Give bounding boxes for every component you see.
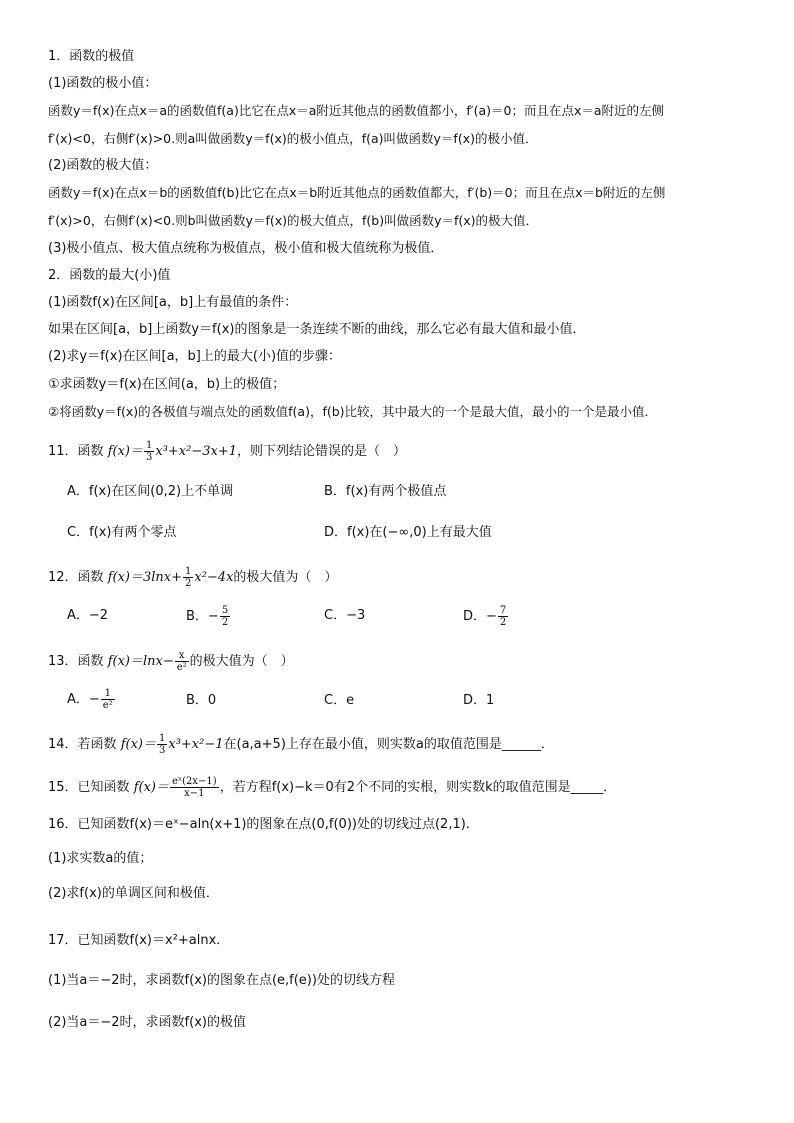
q13-a-num: 1 bbox=[101, 688, 115, 700]
maximum-definition-line-2: f′(x)>0，右侧f′(x)<0.则b叫做函数y＝f(x)的极大值点，f(b)叫做函数y＝f(x)的极大值． bbox=[48, 213, 539, 228]
q13-option-a-fraction bbox=[101, 688, 115, 711]
q13-option-d: D．1 bbox=[463, 693, 495, 708]
q14-number: 14．若函数 bbox=[48, 737, 117, 752]
q14-function-lhs: f(x)＝ bbox=[120, 737, 156, 752]
q12-option-b-prefix: B．− bbox=[186, 609, 219, 624]
question-16-part-2: (2)求f(x)的单调区间和极值． bbox=[48, 886, 219, 901]
q15-frac-num: eˣ(2x−1) bbox=[171, 776, 217, 787]
q11-option-d: D．f(x)在(−∞,0)上有最大值 bbox=[324, 525, 492, 540]
q12-option-d-fraction bbox=[498, 605, 508, 628]
max-min-step-1: ①求函数y＝f(x)在区间(a，b)上的极值； bbox=[48, 377, 286, 392]
question-15-stem bbox=[48, 776, 748, 799]
minimum-definition-line-2: f′(x)<0，右侧f′(x)>0.则a叫做函数y＝f(x)的极小值点，f(a)叫做函数y＝f(x)的极小值． bbox=[48, 131, 538, 146]
q12-frac-num: 1 bbox=[185, 566, 192, 577]
q11-option-b: B．f(x)有两个极值点 bbox=[324, 484, 447, 499]
q12-number: 12．函数 bbox=[48, 570, 104, 585]
q15-frac-den: x−1 bbox=[184, 788, 205, 799]
q13-fraction bbox=[175, 650, 189, 673]
q14-function-rhs: x³+x²−1 bbox=[168, 737, 224, 752]
extremum-summary: (3)极小值点、极大值点统称为极值点，极小值和极大值统称为极值． bbox=[48, 241, 444, 256]
q14-prompt: 在(a,a+5)上存在最小值，则实数a的取值范围是______． bbox=[223, 737, 554, 752]
q13-number: 13．函数 bbox=[48, 654, 104, 669]
q13-option-c: C．e bbox=[324, 693, 355, 708]
max-min-steps-title: (2)求y＝f(x)在区间[a，b]上的最大(小)值的步骤： bbox=[48, 349, 342, 364]
q13-function-lhs: f(x)＝lnx− bbox=[107, 654, 174, 669]
section-2-title: 2．函数的最大(小)值 bbox=[48, 268, 171, 283]
q11-number: 11．函数 bbox=[48, 444, 104, 459]
question-13-stem bbox=[48, 650, 748, 673]
q12-option-d-prefix: D．− bbox=[463, 609, 497, 624]
q13-prompt: 的极大值为（ ） bbox=[189, 654, 294, 669]
q11-option-a: A．f(x)在区间(0,2)上不单调 bbox=[67, 484, 234, 499]
question-14-stem bbox=[48, 733, 748, 756]
question-11-stem bbox=[48, 440, 748, 463]
max-min-step-2: ②将函数y＝f(x)的各极值与端点处的函数值f(a)，f(b)比较，其中最大的一个是最大值，最小的一个是最小值． bbox=[48, 404, 658, 419]
q14-frac-den: 3 bbox=[158, 745, 166, 756]
minimum-definition-line-1: 函数y＝f(x)在点x＝a的函数值f(a)比它在点x＝a附近其他点的函数值都小，f′(a)＝0；而且在点x＝a附近的左侧 bbox=[48, 103, 665, 118]
q15-prompt: ，若方程f(x)−k＝0有2个不同的实根，则实数k的取值范围是_____． bbox=[219, 780, 617, 795]
question-16-stem: 16．已知函数f(x)＝eˣ−aln(x+1)的图象在点(0,f(0))处的切线过点(2,1)． bbox=[48, 817, 479, 832]
section-1-title: 1．函数的极值 bbox=[48, 49, 135, 64]
q12-frac-den: 2 bbox=[185, 578, 192, 589]
subsection-maximum-title: (2)函数的极大值： bbox=[48, 158, 158, 173]
q11-fraction bbox=[144, 440, 154, 463]
q13-frac-num: x bbox=[175, 650, 189, 662]
max-min-condition-text: 如果在区间[a，b]上函数y＝f(x)的图象是一条连续不断的曲线，那么它必有最大值和最小值． bbox=[48, 322, 586, 337]
q13-frac-den: e² bbox=[176, 662, 187, 673]
q12-option-d bbox=[463, 605, 509, 628]
q12-d-den: 2 bbox=[499, 617, 507, 628]
q12-b-num: 5 bbox=[221, 605, 229, 616]
question-17-part-1: (1)当a＝−2时，求函数f(x)的图象在点(e,f(e))处的切线方程 bbox=[48, 973, 395, 988]
q12-option-a: A．−2 bbox=[67, 608, 109, 623]
q14-fraction bbox=[157, 733, 167, 756]
q11-frac-den: 3 bbox=[145, 452, 153, 463]
q11-function-lhs: f(x)＝ bbox=[107, 444, 143, 459]
q12-prompt: 的极大值为（ ） bbox=[233, 570, 338, 585]
q13-option-b: B．0 bbox=[186, 693, 217, 708]
q12-fraction bbox=[183, 566, 193, 589]
q15-fraction bbox=[170, 776, 219, 799]
q11-prompt: ，则下列结论错误的是（ ） bbox=[237, 444, 407, 459]
max-min-condition-title: (1)函数f(x)在区间[a，b]上有最值的条件： bbox=[48, 295, 298, 310]
subsection-minimum-title: (1)函数的极小值： bbox=[48, 76, 158, 91]
q12-option-c: C．−3 bbox=[324, 608, 366, 623]
q11-frac-num: 1 bbox=[145, 440, 153, 451]
q11-function-rhs: x³+x²−3x+1 bbox=[155, 444, 237, 459]
q12-b-den: 2 bbox=[221, 617, 229, 628]
q14-frac-num: 1 bbox=[158, 733, 166, 744]
q13-a-den: e² bbox=[102, 700, 113, 711]
q12-function-rhs: x²−4x bbox=[194, 570, 234, 585]
question-17-part-2: (2)当a＝−2时，求函数f(x)的极值 bbox=[48, 1015, 246, 1030]
question-12-stem bbox=[48, 566, 748, 589]
question-17-stem: 17．已知函数f(x)＝x²+alnx． bbox=[48, 933, 230, 948]
q13-option-a-prefix: A．− bbox=[67, 692, 100, 707]
q13-option-a bbox=[67, 688, 116, 711]
q12-function-lhs: f(x)＝3lnx+ bbox=[107, 570, 182, 585]
q15-number: 15．已知函数 bbox=[48, 780, 130, 795]
q12-d-num: 7 bbox=[499, 605, 507, 616]
maximum-definition-line-1: 函数y＝f(x)在点x＝b的函数值f(b)比它在点x＝b附近其他点的函数值都大，f′(b)＝0；而且在点x＝b附近的左侧 bbox=[48, 185, 666, 200]
question-16-part-1: (1)求实数a的值； bbox=[48, 851, 153, 866]
q12-option-b-fraction bbox=[220, 605, 230, 628]
q12-option-b bbox=[186, 605, 231, 628]
q11-option-c: C．f(x)有两个零点 bbox=[67, 525, 177, 540]
q15-function-lhs: f(x)＝ bbox=[133, 780, 169, 795]
